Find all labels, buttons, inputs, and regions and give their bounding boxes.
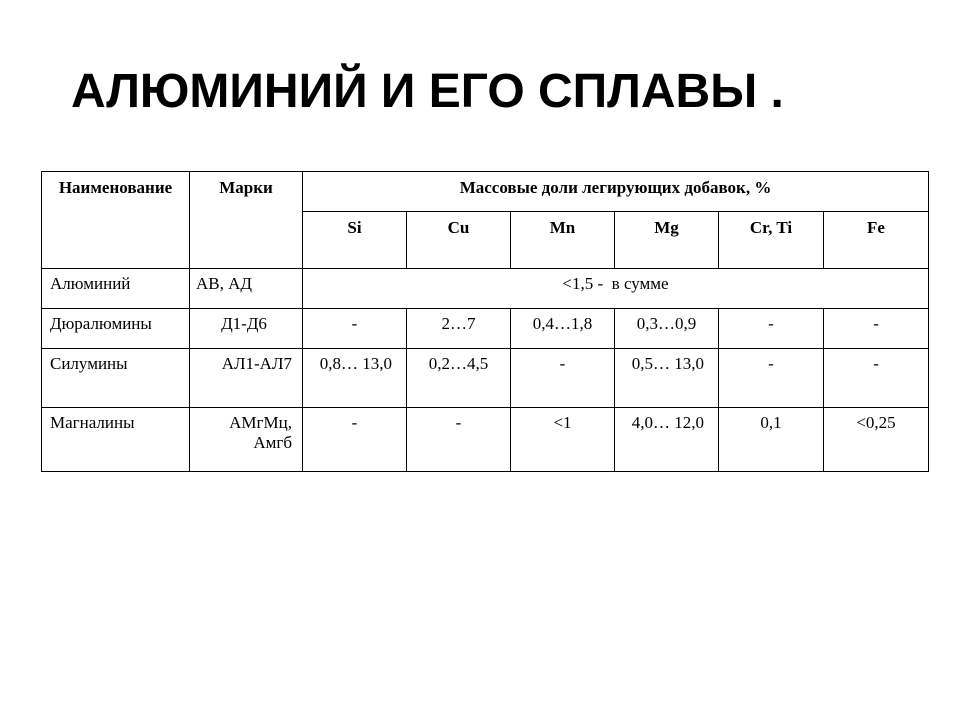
- row-value-mg: 0,3…0,9: [615, 309, 719, 349]
- header-name-cell: Наименование: [42, 172, 190, 269]
- header-element-mg: Mg: [615, 212, 719, 269]
- table-row-duralumin: [42, 309, 929, 349]
- row-value-fe: -: [824, 349, 929, 408]
- row-value-si: -: [303, 408, 407, 472]
- row-value-fe: -: [824, 309, 929, 349]
- header-element-si: Si: [303, 212, 407, 269]
- row-grades-cell: АМгМц, Амгб: [190, 408, 303, 472]
- row-value-cu: 2…7: [407, 309, 511, 349]
- row-value-si: 0,8… 13,0: [303, 349, 407, 408]
- header-grades-cell: Марки: [190, 172, 303, 269]
- header-element-cu: Cu: [407, 212, 511, 269]
- row-grades-cell: АВ, АД: [190, 269, 303, 309]
- header-element-fe: Fe: [824, 212, 929, 269]
- row-value-cr-ti: -: [719, 309, 824, 349]
- row-total-cell: <1,5 - в сумме: [303, 269, 929, 309]
- row-value-cu: 0,2…4,5: [407, 349, 511, 408]
- header-element-mn: Mn: [511, 212, 615, 269]
- slide-title: АЛЮМИНИЙ И ЕГО СПЛАВЫ .: [71, 65, 784, 118]
- header-row: [42, 172, 929, 212]
- row-grades-cell: АЛ1-АЛ7: [190, 349, 303, 408]
- row-name-cell: Магналины: [42, 408, 190, 472]
- row-value-mg: 4,0… 12,0: [615, 408, 719, 472]
- row-value-mn: 0,4…1,8: [511, 309, 615, 349]
- row-value-fe: <0,25: [824, 408, 929, 472]
- row-value-mg: 0,5… 13,0: [615, 349, 719, 408]
- header-mass-fractions-cell: Массовые доли легирующих добавок, %: [303, 172, 929, 212]
- row-value-cu: -: [407, 408, 511, 472]
- row-value-si: -: [303, 309, 407, 349]
- row-grades-cell: Д1-Д6: [190, 309, 303, 349]
- table-row-magnalium: [42, 408, 929, 472]
- table-row-silumin: [42, 349, 929, 408]
- row-value-mn: <1: [511, 408, 615, 472]
- row-value-cr-ti: -: [719, 349, 824, 408]
- row-value-mn: -: [511, 349, 615, 408]
- row-value-cr-ti: 0,1: [719, 408, 824, 472]
- table-row-aluminium: [42, 269, 929, 309]
- row-name-cell: Алюминий: [42, 269, 190, 309]
- header-element-cr-ti: Cr, Ti: [719, 212, 824, 269]
- row-name-cell: Дюралюмины: [42, 309, 190, 349]
- row-name-cell: Силумины: [42, 349, 190, 408]
- alloys-table: [41, 171, 929, 472]
